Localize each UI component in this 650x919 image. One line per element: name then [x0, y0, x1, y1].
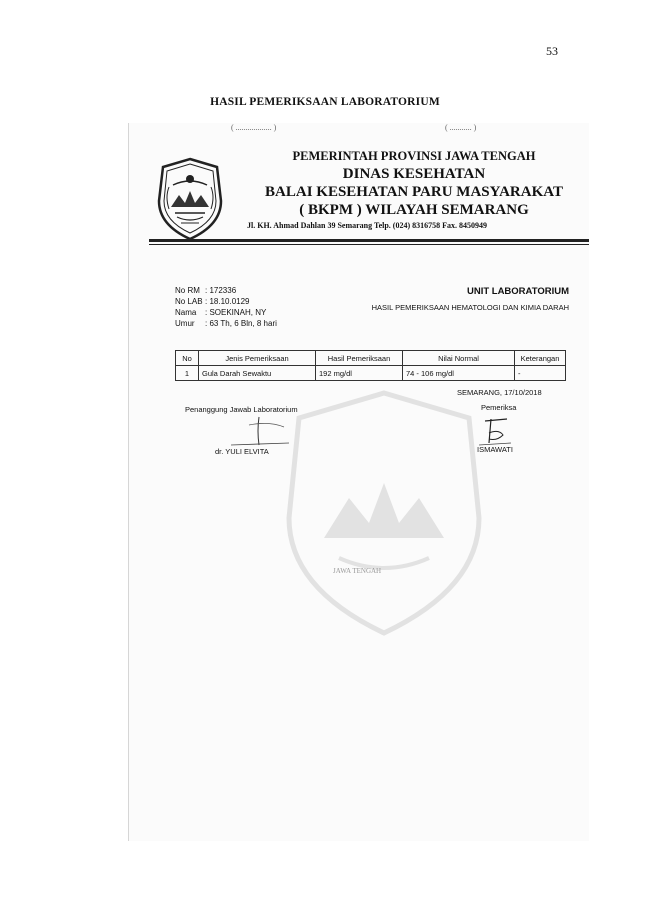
emblem-watermark [279, 388, 489, 638]
scan-mark-left: ( .................. ) [231, 123, 277, 132]
letterhead-address: Jl. KH. Ahmad Dahlan 39 Semarang Telp. (024) 8316758 Fax. 8450949 [247, 221, 488, 230]
patient-lab-value: : 18.10.0129 [205, 297, 250, 306]
patient-lab-row [175, 296, 277, 307]
patient-rm-label: No RM [175, 286, 200, 295]
header-keterangan: Keterangan [515, 351, 566, 366]
central-java-emblem-icon [155, 157, 225, 241]
patient-name-row [175, 307, 277, 318]
cell-nilai-normal: 74 - 106 mg/dl [403, 366, 515, 381]
patient-name-value: : SOEKINAH, NY [205, 308, 267, 317]
unit-subtitle: HASIL PEMERIKSAAN HEMATOLOGI DAN KIMIA DARAH [371, 303, 569, 312]
patient-lab-label: No LAB [175, 297, 203, 306]
patient-rm-row [175, 285, 277, 296]
scan-mark-right: ( ........... ) [445, 123, 477, 132]
cell-no: 1 [176, 366, 199, 381]
patient-age-value: : 63 Th, 6 Bln, 8 hari [205, 319, 277, 328]
unit-title: UNIT LABORATORIUM [466, 286, 569, 297]
examiner-name: ISMAWATI [477, 445, 513, 454]
patient-age-label: Umur [175, 319, 195, 328]
scanned-lab-report [128, 123, 589, 841]
header-nilai-normal: Nilai Normal [403, 351, 515, 366]
lab-head-name: dr. YULI ELVITA [215, 447, 269, 456]
signature-date: SEMARANG, 17/10/2018 [457, 388, 542, 397]
letterhead [229, 149, 599, 230]
patient-age-row [175, 318, 277, 329]
letterhead-divider-thin [149, 244, 589, 245]
cell-keterangan: - [515, 366, 566, 381]
page-heading: HASIL PEMERIKSAAN LABORATORIUM [210, 96, 440, 108]
lab-head-role: Penanggung Jawab Laboratorium [185, 405, 298, 414]
lab-head-signature-icon [229, 415, 299, 449]
patient-name-label: Nama [175, 308, 197, 317]
header-hasil: Hasil Pemeriksaan [316, 351, 403, 366]
cell-jenis: Gula Darah Sewaktu [199, 366, 316, 381]
patient-info [175, 285, 277, 329]
patient-rm-value: : 172336 [205, 286, 237, 295]
header-no: No [176, 351, 199, 366]
header-jenis: Jenis Pemeriksaan [199, 351, 316, 366]
watermark-text: JAWA TENGAH [333, 567, 382, 575]
letterhead-divider-thick [149, 239, 589, 242]
letterhead-institution: BALAI KESEHATAN PARU MASYARAKAT [265, 184, 563, 200]
examiner-role: Pemeriksa [481, 403, 517, 412]
table-row [176, 366, 566, 381]
letterhead-department: DINAS KESEHATAN [342, 166, 486, 182]
letterhead-government: PEMERINTAH PROVINSI JAWA TENGAH [292, 149, 536, 163]
results-table [175, 350, 566, 381]
letterhead-region: ( BKPM ) WILAYAH SEMARANG [299, 202, 529, 218]
page-number: 53 [546, 44, 558, 58]
examiner-signature-icon [475, 413, 515, 449]
results-header-row [176, 351, 566, 366]
cell-hasil: 192 mg/dl [316, 366, 403, 381]
